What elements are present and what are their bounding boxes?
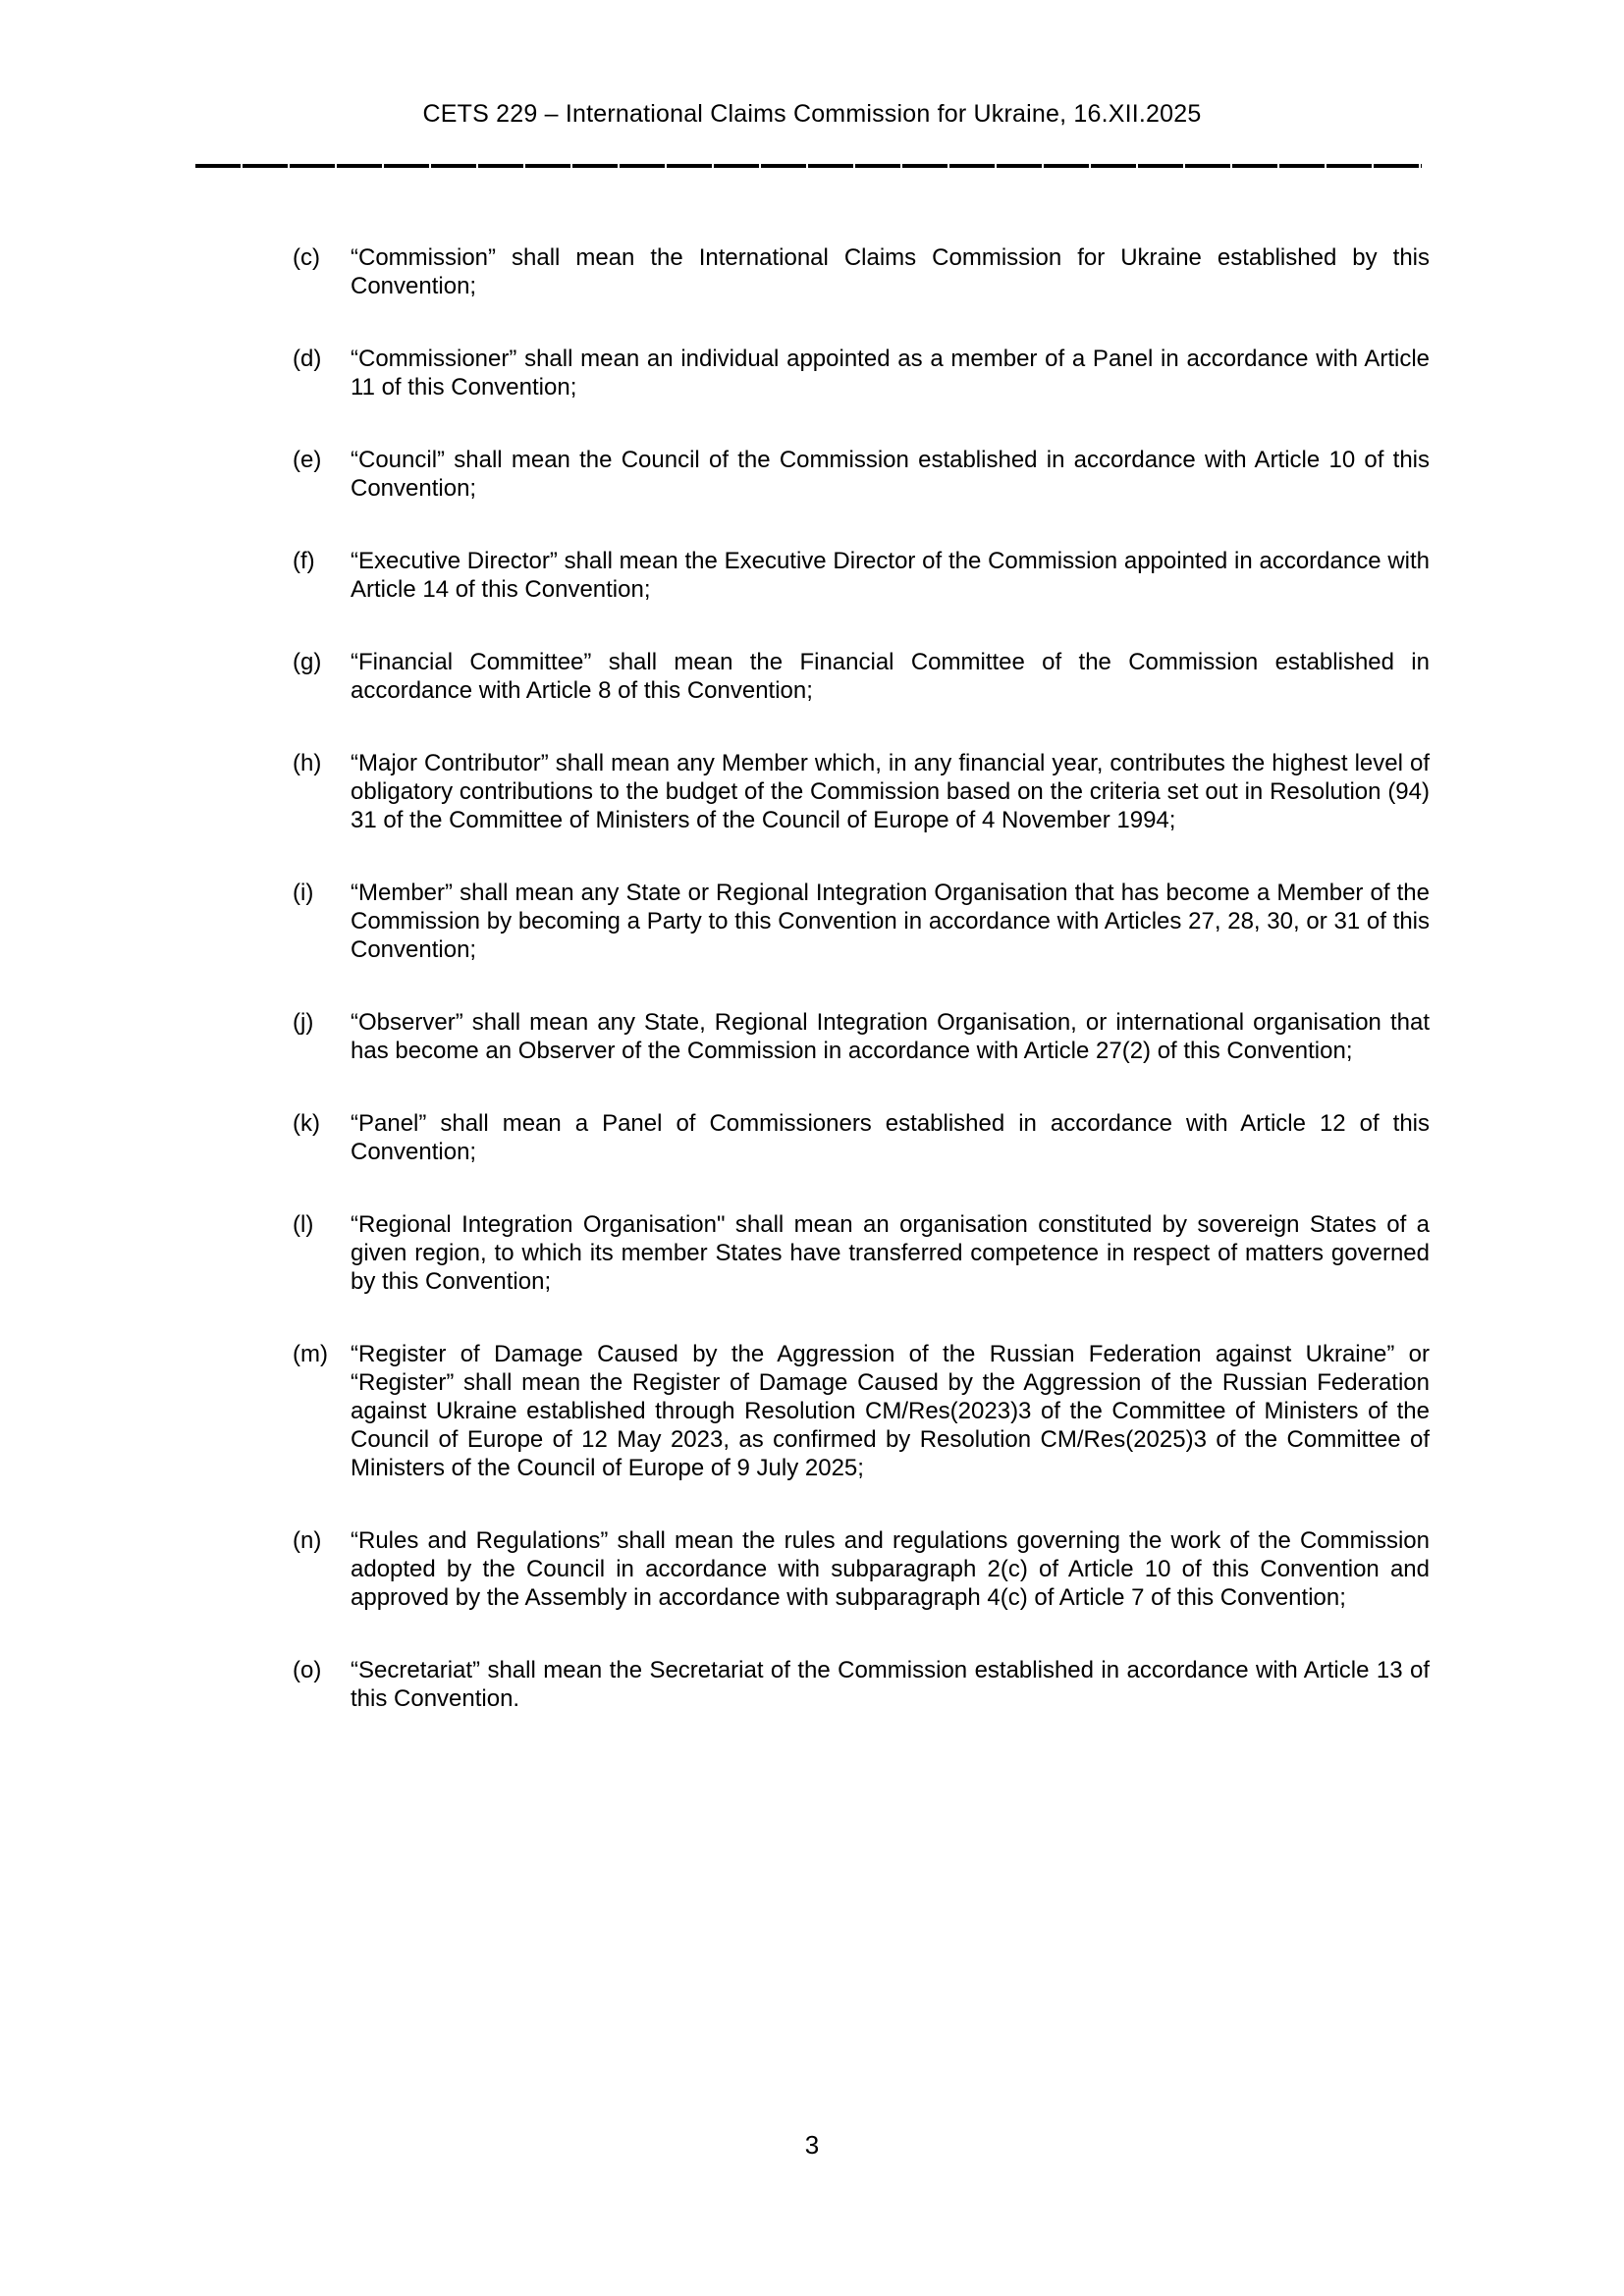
page-header-title: CETS 229 – International Claims Commission for Ukraine, 16.XII.2025 xyxy=(422,100,1202,128)
definition-label: (j) xyxy=(293,1009,314,1036)
definition-text: “Register of Damage Caused by the Aggression of the Russian Federation against Ukraine” or “Register” shall mean the Register of Damage Caused by the Aggression of the Russian Federation against Ukraine established through Resolution CM/Res(2023)3 of the Committee of Ministers of the Council of Europe of 12 May 2023, as confirmed by Resolution CM/Res(2025)3 of the Committee of Ministers of the Council of Europe of 9 July 2025; xyxy=(351,1341,1430,1481)
definition-label: (i) xyxy=(293,880,314,906)
definition-text: “Financial Committee” shall mean the Financial Committee of the Commission established in accordance with Article 8 of this Convention; xyxy=(351,649,1430,704)
definition-item xyxy=(293,1109,1430,1166)
definition-label: (k) xyxy=(293,1110,320,1137)
definition-text: “Major Contributor” shall mean any Member which, in any financial year, contributes the highest level of obligatory contributions to the budget of the Commission based on the criteria set out in Resolution (94) 31 of the Committee of Ministers of the Council of Europe of 4 November 1994; xyxy=(351,750,1430,833)
definition-item xyxy=(293,879,1430,964)
definition-item xyxy=(293,648,1430,705)
definition-label: (c) xyxy=(293,244,320,271)
definitions-list xyxy=(293,243,1430,1757)
definition-text: “Regional Integration Organisation" shall mean an organisation constituted by sovereign States of a given region, to which its member States have transferred competence in respect of matters governed by this Convention; xyxy=(351,1211,1430,1295)
definition-label: (f) xyxy=(293,548,315,574)
definition-item xyxy=(293,243,1430,300)
definition-text: “Executive Director” shall mean the Executive Director of the Commission appointed in accordance with Article 14 of this Convention; xyxy=(351,548,1430,603)
definition-item xyxy=(293,547,1430,604)
definition-text: “Member” shall mean any State or Regional Integration Organisation that has become a Member of the Commission by becoming a Party to this Convention in accordance with Articles 27, 28, 30, or 31 of this Convention; xyxy=(351,880,1430,963)
page-header xyxy=(0,99,1624,129)
definition-text: “Commission” shall mean the International Claims Commission for Ukraine established by this Convention; xyxy=(351,244,1430,299)
definition-label: (g) xyxy=(293,649,322,675)
definition-item xyxy=(293,1210,1430,1296)
definition-label: (m) xyxy=(293,1341,328,1367)
definition-text: “Secretariat” shall mean the Secretariat of the Commission established in accordance with Article 13 of this Convention. xyxy=(351,1657,1430,1712)
definition-text: “Panel” shall mean a Panel of Commissioners established in accordance with Article 12 of this Convention; xyxy=(351,1110,1430,1165)
definition-item xyxy=(293,345,1430,401)
definition-label: (n) xyxy=(293,1527,322,1554)
definition-label: (h) xyxy=(293,750,322,776)
definition-label: (e) xyxy=(293,447,322,473)
definition-text: “Observer” shall mean any State, Regional Integration Organisation, or international organisation that has become an Observer of the Commission in accordance with Article 27(2) of this Convention; xyxy=(351,1009,1430,1064)
definition-label: (d) xyxy=(293,346,322,372)
definition-item xyxy=(293,1008,1430,1065)
page-number: 3 xyxy=(804,2130,820,2160)
definition-item xyxy=(293,446,1430,503)
definition-text: “Council” shall mean the Council of the Commission established in accordance with Article 10 of this Convention; xyxy=(351,447,1430,502)
definition-label: (l) xyxy=(293,1211,314,1238)
definition-item xyxy=(293,749,1430,834)
definition-item xyxy=(293,1656,1430,1713)
definition-item xyxy=(293,1340,1430,1482)
definition-label: (o) xyxy=(293,1657,322,1683)
definition-text: “Rules and Regulations” shall mean the rules and regulations governing the work of the Commission adopted by the Council in accordance with subparagraph 2(c) of Article 10 of this Convention and approved by the Assembly in accordance with subparagraph 4(c) of Article 7 of this Convention; xyxy=(351,1527,1430,1611)
definition-item xyxy=(293,1526,1430,1612)
definition-text: “Commissioner” shall mean an individual appointed as a member of a Panel in accordance with Article 11 of this Convention; xyxy=(351,346,1430,400)
header-rule xyxy=(195,164,1422,168)
